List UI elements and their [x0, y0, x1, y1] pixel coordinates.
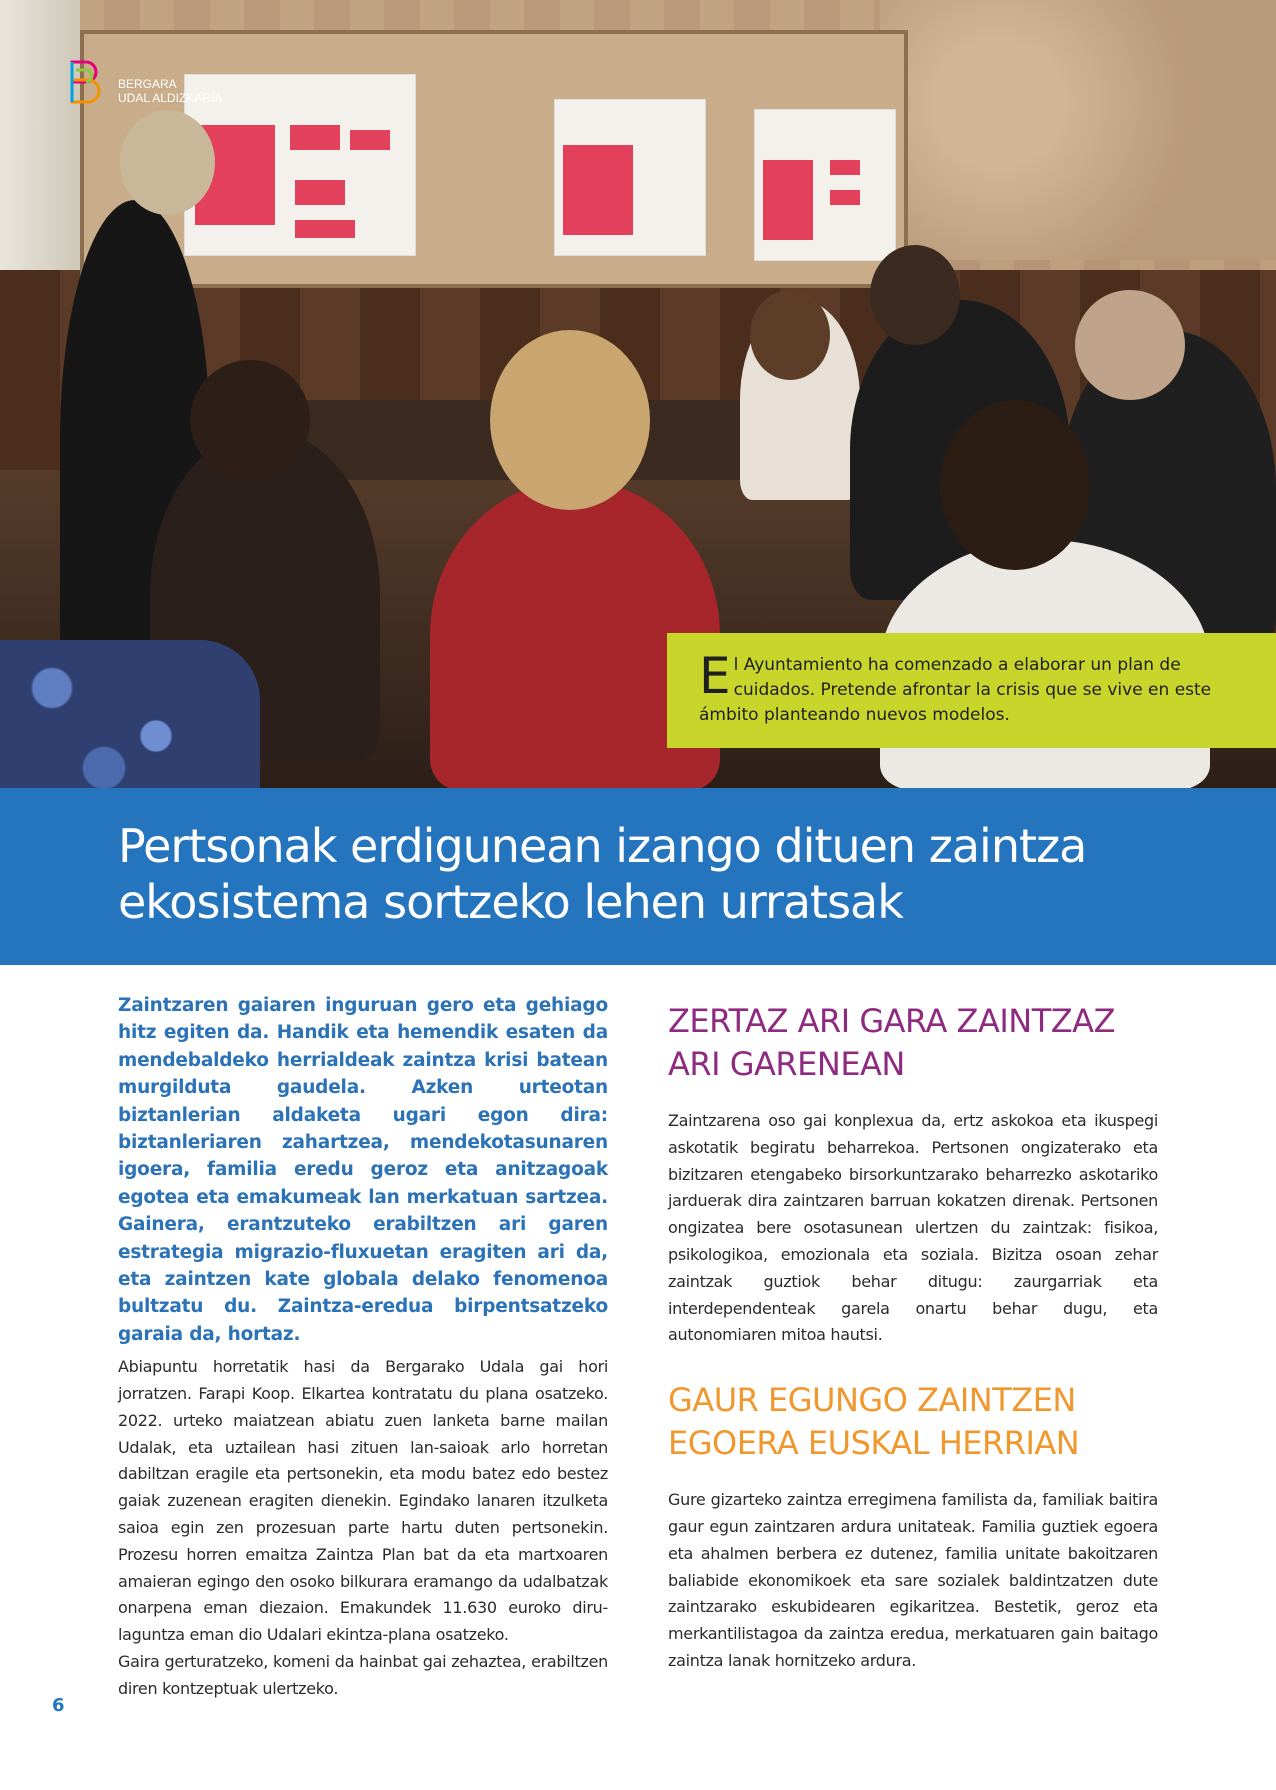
attendee-head — [190, 360, 310, 480]
bergara-logo-icon — [62, 56, 112, 106]
attendee-head — [750, 290, 830, 380]
attendee-head — [490, 330, 650, 510]
attendee-head — [870, 245, 960, 345]
attendee-head — [1075, 290, 1185, 400]
caption-dropcap: E — [699, 647, 731, 705]
photo-wall-right — [880, 0, 1276, 260]
attendee-head — [940, 400, 1090, 570]
caption-text: l Ayuntamiento ha comenzado a elaborar un plan de cuidados. Pretende afrontar la crisis que se vive en este ámbito planteando nuevos modelos. — [699, 655, 1212, 725]
lead-paragraph: Zaintzaren gaiaren inguruan gero eta gehiago hitz egiten da. Handik eta hemendik esaten da mendebaldeko herrialdeak zaintza krisi batean murgilduta gaudela. Azken urteotan biztanlerian aldaketa ugari egon dira: biztanleriaren zahartzea, mendekotasunaren igoera, familia eredu geroz eta anitzagoak egotea eta emakumeak lan merkatuan sartzea. Gainera, erantzuteko erabiltzen ari garen estrategia migrazio-fluxuetan eragiten ari da, eta zaintzen kate globala delako fenomenoa bultzatu du. Zaintza-eredua birpentsatzeko garaia da, hortaz. — [118, 995, 608, 1345]
presenter-head — [120, 110, 215, 215]
logo-text — [118, 77, 222, 105]
article-title: Pertsonak erdigunean izango dituen zaintza ekosistema sortzeko lehen urratsak — [118, 819, 1087, 929]
body-paragraph: Gaira gerturatzeko, komeni da hainbat gai zehaztea, erabiltzen diren kontzeptuak ulertzeko. — [118, 1652, 608, 1698]
title-banner — [0, 788, 1276, 965]
body-paragraph: Gure gizarteko zaintza erregimena familista da, familiak baitira gaur egun zaintzaren ardura unitateak. Familia guztiek egoera eta ahalmen berbera ez dutenez, familia unitate bakoitzaren baliabide ekonomikoek eta sare sozialek baldintzatzen dute zaintzarako eskubidearen egikaritzea. Bestetik, geroz eta merkantilistagoa da zaintza eredua, merkatuaren gain baitago zaintza lanak hornitzeko ardura. — [668, 1490, 1158, 1670]
section-heading: GAUR EGUNGO ZAINTZEN EGOERA EUSKAL HERRIAN — [668, 1381, 1080, 1463]
photo-foreground-pattern — [0, 640, 260, 788]
left-column — [118, 992, 608, 1703]
logo-line-1: BERGARA — [118, 77, 177, 91]
right-column — [668, 992, 1158, 1675]
page-number: 6 — [52, 1695, 65, 1716]
body-paragraph: Abiapuntu horretatik hasi da Bergarako Udala gai hori jorratzen. Farapi Koop. Elkartea kontratatu du plana osatzeko. 2022. urteko maiatzean abiatu zuen lanketa barne mailan Udalak, eta uztailean hasi zituen lan-saioak arlo horretan dabiltzan eragile eta pertsonekin, eta modu batez edo bestez gaiak zuzenean eragiten dienekin. Egindako lanaren itzulketa saioa egin zen prozesuan parte hartu duten pertsonekin. Prozesu horren emaitza Zaintza Plan bat da eta martxoaren amaieran egingo den osoko bilkurara eramango da udalbatzak onarpena eman diezaion. Emakundek 11.630 euroko diru-laguntza eman dio Udalari ekintza-plana osatzeko. — [118, 1357, 608, 1645]
poster — [554, 99, 706, 256]
logo-line-2: UDAL ALDIZKARIA — [118, 91, 223, 105]
poster — [754, 109, 896, 261]
photo-window — [0, 0, 80, 300]
body-paragraph: Zaintzarena oso gai konplexua da, ertz askokoa eta ikuspegi askotatik begiratu beharrekoa. Pertsonen ongizaterako eta bizitzaren etengabeko birsorkuntzarako beharrezko askotariko jarduerak dira zaintzaren barruan kokatzen direnak. Pertsonen ongizatea bere osotasunean ulertzen du zaintzak: fisikoa, psikologikoa, emozionala eta soziala. Bizitza osoan zehar zaintzak guztiok behar ditugu: zaurgarriak eta interdependenteak garela onartu behar dugu, eta autonomiaren mitoa hautsi. — [668, 1111, 1158, 1345]
section-heading: ZERTAZ ARI GARA ZAINTZAZ ARI GARENEAN — [668, 1002, 1115, 1083]
photo-caption — [667, 633, 1276, 748]
